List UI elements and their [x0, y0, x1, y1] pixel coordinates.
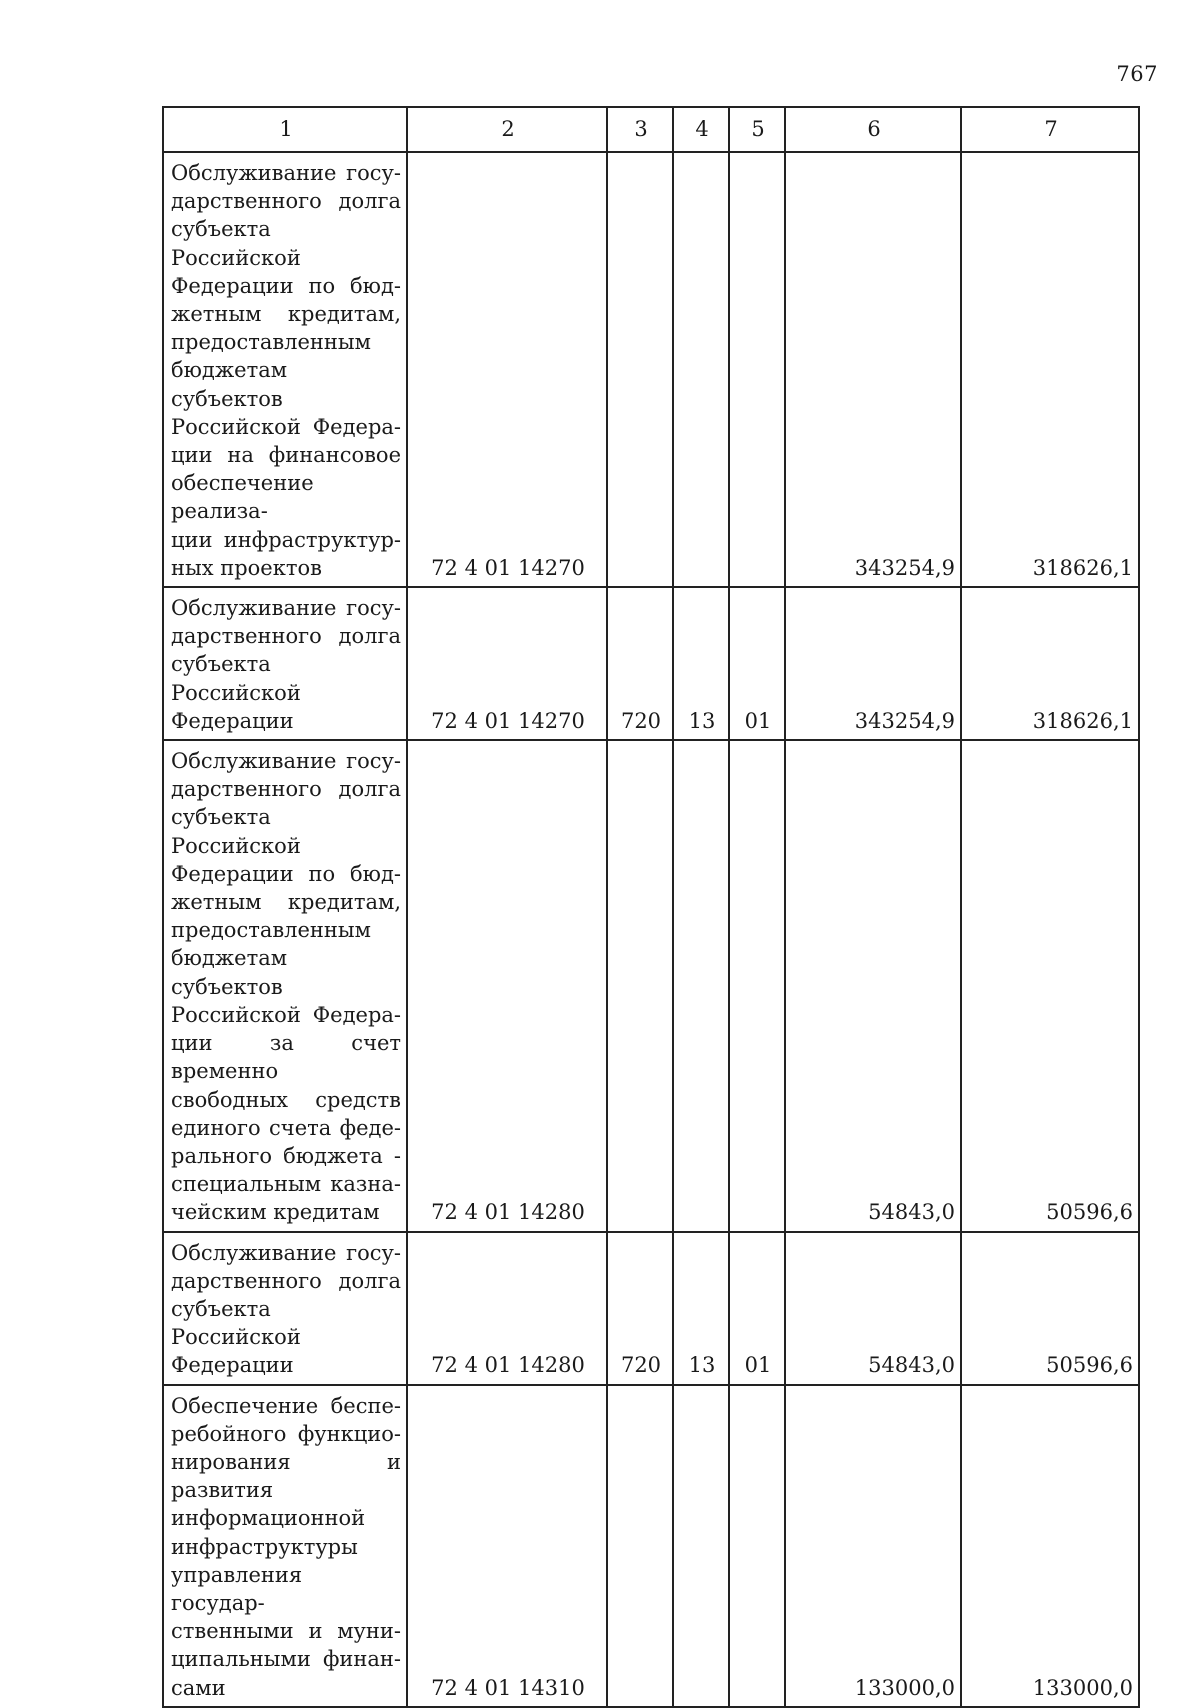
row-col4-cell [673, 1385, 729, 1707]
row-name-line: Обслуживание госу- [171, 749, 401, 774]
header-cell-6: 6 [785, 107, 961, 152]
row-code-cell: 72 4 01 14280 [407, 1232, 607, 1385]
row-col3-cell [607, 152, 673, 587]
row-name-cell [163, 1385, 407, 1707]
row-col7-cell: 133000,0 [961, 1385, 1139, 1707]
row-col7-cell: 318626,1 [961, 587, 1139, 740]
header-cell-2: 2 [407, 107, 607, 152]
row-name-line: дарственного долга [171, 777, 401, 802]
row-name-line: бюджетам субъектов [171, 358, 288, 411]
row-col4-cell [673, 152, 729, 587]
row-name-line: жетным кредитам, [171, 890, 401, 915]
row-col5-cell [729, 152, 785, 587]
row-name-line: субъекта Российской [171, 805, 301, 858]
table-row [163, 1232, 1139, 1385]
row-name-line: бюджетам субъектов [171, 946, 288, 999]
row-name-line: Обслуживание госу- [171, 596, 401, 621]
row-name-line: предоставленным [171, 330, 371, 355]
row-code-cell: 72 4 01 14280 [407, 740, 607, 1231]
row-col4-cell [673, 740, 729, 1231]
row-col5-cell: 01 [729, 1232, 785, 1385]
header-cell-1: 1 [163, 107, 407, 152]
header-cell-5: 5 [729, 107, 785, 152]
row-name-cell [163, 1232, 407, 1385]
row-name-line: Обеспечение беспе- [171, 1393, 401, 1418]
row-col5-cell: 01 [729, 587, 785, 740]
row-col7-cell: 318626,1 [961, 152, 1139, 587]
row-name-line: ции за счет временно [171, 1031, 401, 1084]
header-cell-7: 7 [961, 107, 1139, 152]
row-col3-cell: 720 [607, 1232, 673, 1385]
row-name-line: инфраструктуры [171, 1534, 358, 1559]
row-name-line: ции на финансовое [171, 443, 401, 468]
row-col6-cell: 343254,9 [785, 152, 961, 587]
row-name-line: Российской Федера- [171, 1002, 401, 1027]
row-col6-cell: 54843,0 [785, 740, 961, 1231]
row-col6-cell: 54843,0 [785, 1232, 961, 1385]
page-number: 767 [1116, 62, 1158, 86]
row-name-line: ственными и муни- [171, 1619, 401, 1644]
row-code-cell: 72 4 01 14270 [407, 587, 607, 740]
row-name-line: субъекта Российской [171, 217, 301, 270]
row-name-line: единого счета феде- [171, 1115, 401, 1140]
table-row [163, 587, 1139, 740]
row-col7-cell: 50596,6 [961, 1232, 1139, 1385]
row-name-cell [163, 740, 407, 1231]
row-name-line: Федерации [171, 1353, 294, 1378]
row-name-line: дарственного долга [171, 1268, 401, 1293]
table-body [163, 107, 1139, 1707]
row-code-cell: 72 4 01 14310 [407, 1385, 607, 1707]
row-name-line: дарственного долга [171, 189, 401, 214]
row-name-line: ных проектов [171, 555, 322, 580]
row-col3-cell: 720 [607, 587, 673, 740]
row-name-line: нирования и развития [171, 1449, 401, 1503]
row-name-line: Обслуживание госу- [171, 161, 401, 185]
row-col6-cell: 343254,9 [785, 587, 961, 740]
row-name-line: субъекта Российской [171, 652, 301, 705]
row-name-line: рального бюджета - [171, 1143, 401, 1168]
table-row [163, 740, 1139, 1231]
row-name-line: управления государ- [171, 1562, 303, 1615]
row-col5-cell [729, 740, 785, 1231]
row-name-line: чейским кредитам [171, 1200, 380, 1225]
header-cell-4: 4 [673, 107, 729, 152]
row-name-line: предоставленным [171, 918, 371, 943]
row-col7-cell: 50596,6 [961, 740, 1139, 1231]
row-name-line: обеспечение реализа- [171, 471, 314, 524]
row-name-line: специальным казна- [171, 1172, 401, 1197]
table-row [163, 1385, 1139, 1707]
row-col3-cell [607, 1385, 673, 1707]
row-name-line: Федерации по бюд- [171, 861, 401, 886]
row-name-line: Обслуживание госу- [171, 1240, 401, 1265]
row-name-line: свободных средств [171, 1087, 401, 1112]
row-name-cell [163, 587, 407, 740]
row-name-line: жетным кредитам, [171, 302, 401, 327]
row-name-line: Российской Федера- [171, 414, 401, 439]
header-cell-3: 3 [607, 107, 673, 152]
table-header-row [163, 107, 1139, 152]
row-name-line: Федерации [171, 708, 294, 733]
row-col6-cell: 133000,0 [785, 1385, 961, 1707]
row-name-line: дарственного долга [171, 624, 401, 649]
row-col3-cell [607, 740, 673, 1231]
row-name-line: ципальными финан- [171, 1647, 401, 1672]
row-name-line: сами [171, 1675, 226, 1700]
row-name-line: субъекта Российской [171, 1296, 301, 1350]
row-col5-cell [729, 1385, 785, 1707]
budget-table [162, 106, 1140, 1708]
table-row [163, 152, 1139, 587]
row-code-cell: 72 4 01 14270 [407, 152, 607, 587]
row-name-line: ции инфраструктур- [171, 527, 401, 552]
row-name-line: информационной [171, 1506, 366, 1531]
row-name-line: ребойного функцио- [171, 1421, 401, 1446]
row-name-line: Федерации по бюд- [171, 273, 401, 298]
row-name-cell [163, 152, 407, 587]
row-col4-cell: 13 [673, 587, 729, 740]
row-col4-cell: 13 [673, 1232, 729, 1385]
